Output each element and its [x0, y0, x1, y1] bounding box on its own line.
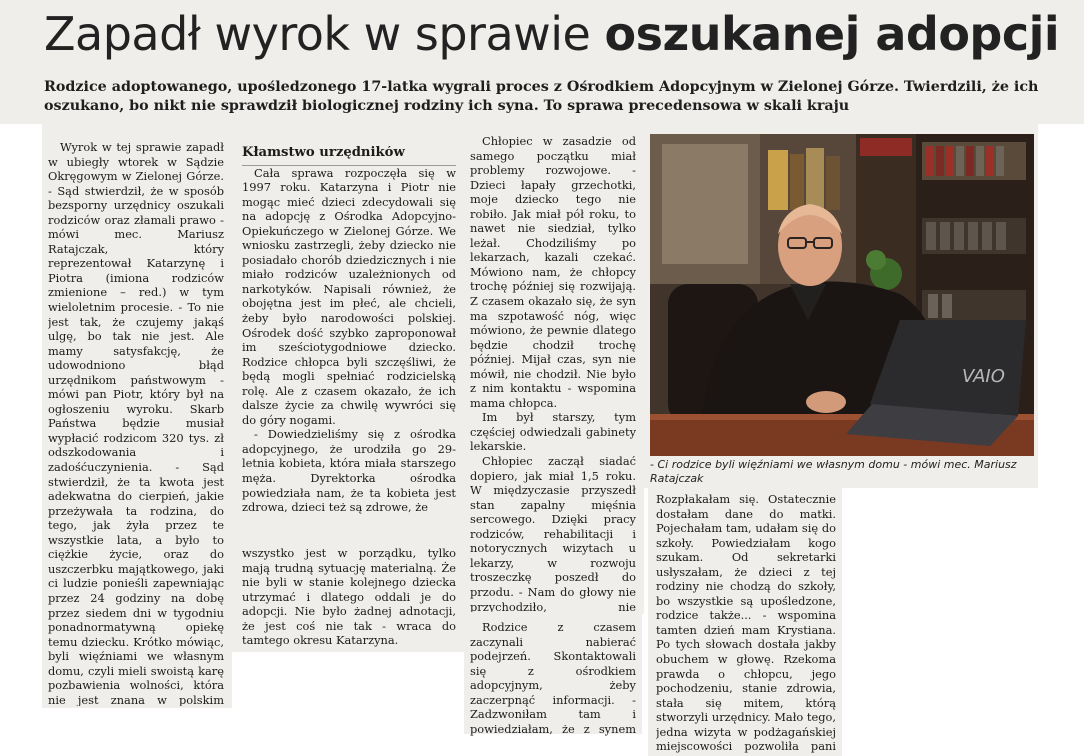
paragraph: Rodzice z czasem zaczynali nabierać podejrzeń. Skontaktowali się z ośrodkiem adopcyjnym, żeby zaczerpnąć informacji. - Zadzwoniłam tam i powiedziałam, że z synem: [470, 620, 636, 736]
lawyer-photo: [650, 134, 1034, 456]
sidebox-column: [242, 146, 456, 530]
paragraph: Cała sprawa rozpoczęła się w 1997 roku. Katarzyna i Piotr nie mogąc mieć dzieci zdecydowali się na adopcję z Ośrodka Adopcyjno-Opiekuńczego w Zielonej Górze. We wniosku zastrzegli, żeby dziecko nie posiadało chorób dziedzicznych i nie miało rodziców uzależnionych od narkotyków. Napisali również, że obojętna jest im płeć, ale chcieli, żeby było narodowości polskiej. Ośrodek dość szybko zaproponował im sześciotygodniowe dziecko. Rodzice chłopca byli szczęśliwi, że będą mogli spełniać rodzicielską rolę. Ale z czasem okazało, że ich dalsze życie za chwilę wywróci się do góry nogami.: [242, 165, 456, 427]
headline-light: Zapadł wyrok w sprawie: [44, 7, 591, 61]
article-lead: Rodzice adoptowanego, upośledzonego 17-latka wygrali proces z Ośrodkiem Adopcyjnym w Zielonej Górze. Twierdzili, że ich oszukano, bo nikt nie sprawdził biologicznej rodziny ich syna. To sprawa precedensowa w skali kraju: [44, 79, 1039, 114]
headline-bold: oszukanej adopcji: [604, 7, 1060, 61]
article-column-4: [656, 492, 836, 754]
photo-illustration: [650, 134, 1034, 456]
sidebox-column-continued: [242, 546, 456, 652]
laptop-brand-text: VAIO: [962, 366, 1005, 387]
paragraph: wszystko jest w porządku, tylko mają trudną sytuację materialną. Że nie byli w stanie kolejnego dziecka utrzymać i dlatego oddali je do adopcji. Nie było żadnej adnotacji, że jest coś nie tak - wraca do tamtego okresu Katarzyna.: [242, 546, 456, 648]
article-column-3: [470, 134, 636, 612]
paragraph: Chłopiec zaczął siadać dopiero, jak miał 1,5 roku. W międzyczasie przyszedł stan zapalny mięśnia sercowego. Dzięki pracy rodziców, rehabilitacji i notorycznych wizytach u lekarzy, w rozwoju troszeczkę poszedł do przodu. - Nam do głowy nie przychodziło, nie: [470, 454, 636, 612]
article-column-3-continued: [470, 620, 636, 738]
paragraph: Wyrok w tej sprawie zapadł w ubiegły wtorek w Sądzie Okręgowym w Zielonej Górze. - Sąd stwierdził, że w sposób bezsporny urzędnicy oszukali rodziców oraz złamali prawo - mówi mec. Mariusz Ratajczak, który reprezentował Katarzynę i Piotra (imiona rodziców zmienione – red.) w tym wieloletnim procesie. - To nie jest tak, że czujemy jakąś ulgę, bo tak nie jest. Ale mamy satysfakcję, że udowodniono błąd urzędnikom państwowym - mówi pan Piotr, który był na ogłoszeniu wyroku. Skarb Państwa będzie musiał wypłacić rodzicom 320 tys. zł odszkodowania i zadośćuczynienia. - Sąd stwierdził, że ta kwota jest adekwatna do cierpień, jakie przeżywała ta rodzina, do tego, jak żyła przez te wszystkie lata, a było to ciężkie życie, oraz do uszczerbku majątkowego, jaki ci ludzie ponieśli zapewniając przez 24 godziny na dobę przez siedem dni w tygodniu ponadnormatywną opiekę temu dziecku. Krótko mówiąc, byli więźniami we własnym domu, czyli mieli swoistą karę pozbawienia wolności, która nie jest znana w polskim: [48, 140, 224, 706]
sidebox-title: Kłamstwo urzędników: [242, 146, 456, 166]
photo-caption: - Ci rodzice byli więźniami we własnym domu - mówi mec. Mariusz Ratajczak: [650, 458, 1017, 485]
paragraph: - Dowiedzieliśmy się z ośrodka adopcyjnego, że urodziła go 29-letnia kobieta, która miała starszego męża. Dyrektorka ośrodka powiedziała nam, że ta kobieta jest zdrowa, dzieci też są zdrowe, że: [242, 427, 456, 515]
paragraph: Rozpłakałam się. Ostatecznie dostałam dane do matki. Pojechałam tam, udałam się do szkoły. Powiedziałam kogo szukam. Od sekretarki usłyszałam, że dzieci z tej rodziny nie chodzą do szkoły, bo wszystkie są upośledzone, rodzice także... - wspomina tamten dzień mam Krystiana. Po tych słowach dostała jakby obuchem w głowę. Rzekoma prawda o chłopcu, jego pochodzeniu, stanie zdrowia, stała się mitem, którą stworzyli urzędnicy. Mało tego, jedna wizyta w podżagańskiej miejscowości pozwoliła pani: [656, 492, 836, 754]
article-column-1: [48, 140, 224, 706]
paragraph: Chłopiec w zasadzie od samego początku miał problemy rozwojowe. - Dzieci łapały grzechotki, moje dziecko tego nie robiło. Jak miał pół roku, to nawet nie siedział, tylko leżał. Chodziliśmy po lekarzach, kazali czekać. Mówiono nam, że chłopcy trochę później się rozwijają. Z czasem okazało się, że syn ma szpotawość nóg, więc mówiono, że pewnie dlatego będzie chodził trochę później. Mijał czas, syn nie mówił, nie chodził. Nie było z nim kontaktu - wspomina mama chłopca.: [470, 134, 636, 410]
paragraph: Im był starszy, tym częściej odwiedzali gabinety lekarskie.: [470, 410, 636, 454]
article-headline: [44, 4, 1060, 64]
